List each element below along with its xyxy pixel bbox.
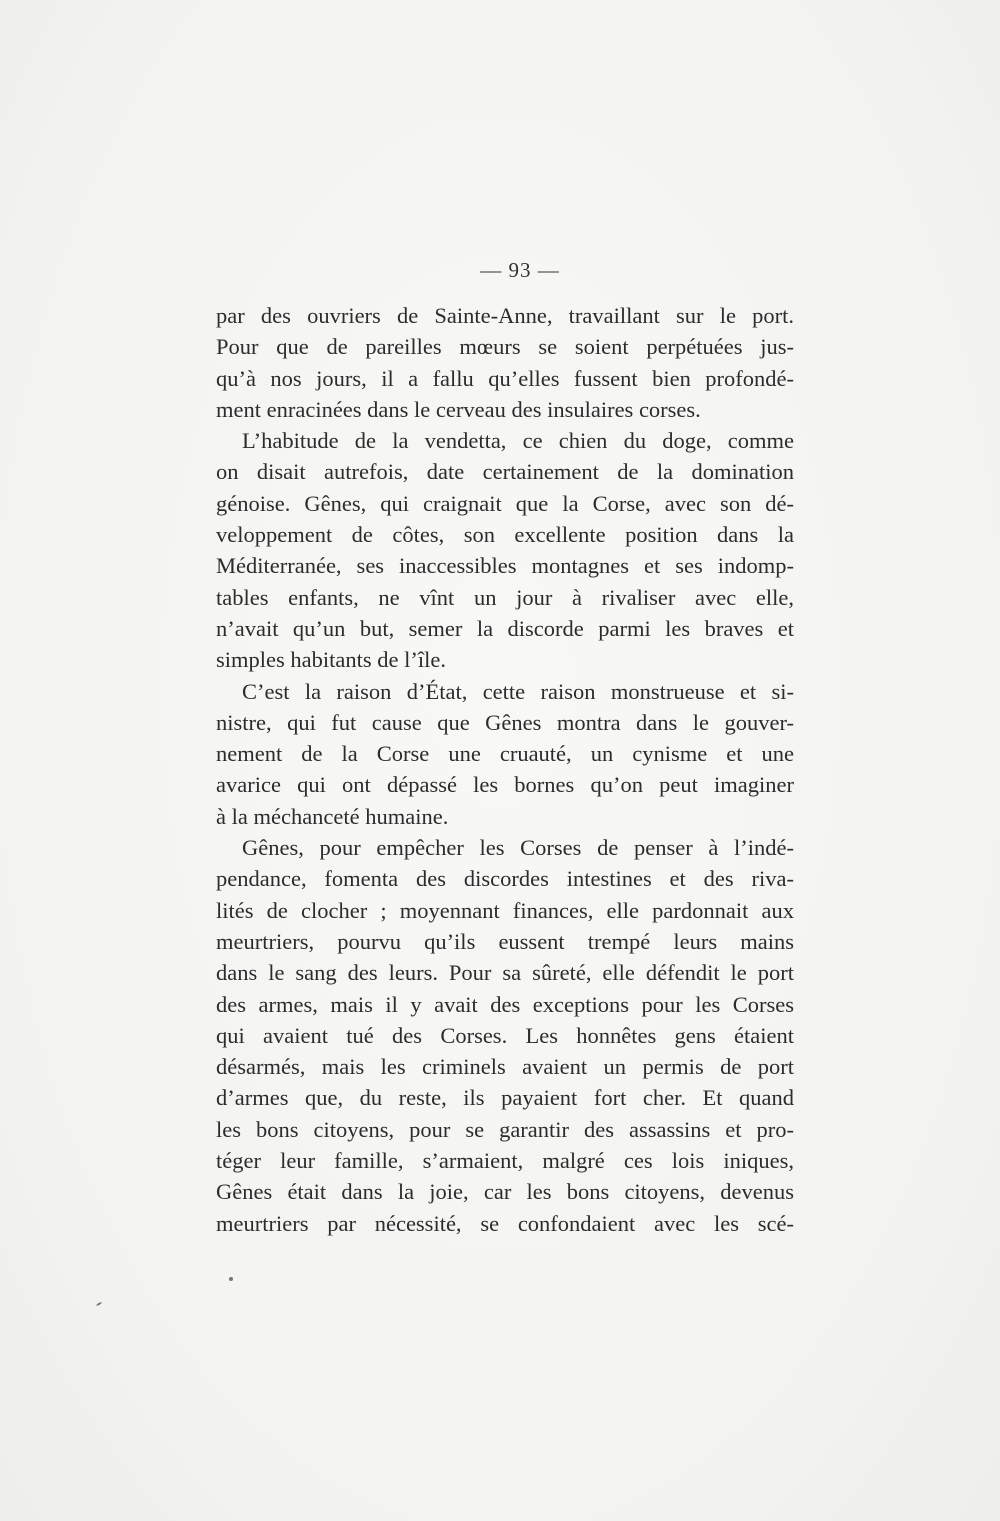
text-line: par des ouvriers de Sainte-Anne, travaillant sur le port. xyxy=(216,303,794,328)
text-line: à la méchanceté humaine. xyxy=(216,803,449,829)
text-line: nistre, qui fut cause que Gênes montra dans le gouver- xyxy=(216,709,794,735)
text-line: veloppement de côtes, son excellente position dans la xyxy=(216,522,794,548)
text-line: des armes, mais il y avait des exceptions pour les Corses xyxy=(216,991,794,1017)
text-line: meurtriers par nécessité, se confondaient avec les scé- xyxy=(216,1210,794,1236)
text-line: pendance, fomenta des discordes intestines et des riva- xyxy=(216,866,794,892)
text-line: lités de clocher ; moyennant finances, elle pardonnait aux xyxy=(216,897,794,923)
paragraph-first-line: Gênes, pour empêcher les Corses de penser à l’indé- xyxy=(242,835,794,861)
text-line: d’armes que, du reste, ils payaient fort cher. Et quand xyxy=(216,1085,794,1111)
text-line: les bons citoyens, pour se garantir des assassins et pro- xyxy=(216,1116,794,1142)
page-number: — 93 — xyxy=(480,258,560,282)
text-line: Méditerranée, ses inaccessibles montagnes et ses indomp- xyxy=(216,553,794,579)
body-text xyxy=(216,300,794,1239)
text-line: génoise. Gênes, qui craignait que la Corse, avec son dé- xyxy=(216,490,794,516)
paper-speck xyxy=(229,1277,233,1281)
text-line: on disait autrefois, date certainement de la domination xyxy=(216,459,794,485)
text-line: meurtriers, pourvu qu’ils eussent trempé leurs mains xyxy=(216,928,794,954)
paper-speck xyxy=(96,1302,102,1307)
text-line: ment enracinées dans le cerveau des insulaires corses. xyxy=(216,396,701,422)
text-line: tables enfants, ne vînt un jour à rivaliser avec elle, xyxy=(216,584,794,610)
text-line: simples habitants de l’île. xyxy=(216,647,446,673)
text-line: Gênes était dans la joie, car les bons citoyens, devenus xyxy=(216,1179,794,1205)
text-line: avarice qui ont dépassé les bornes qu’on peut imaginer xyxy=(216,772,794,798)
text-line: Pour que de pareilles mœurs se soient perpétuées jus- xyxy=(216,334,794,360)
text-line: qui avaient tué des Corses. Les honnêtes gens étaient xyxy=(216,1022,794,1048)
text-line: nement de la Corse une cruauté, un cynisme et une xyxy=(216,741,794,767)
paragraph-first-line: L’habitude de la vendetta, ce chien du doge, comme xyxy=(242,428,794,454)
text-line: n’avait qu’un but, semer la discorde parmi les braves et xyxy=(216,615,794,641)
text-line: qu’à nos jours, il a fallu qu’elles fussent bien profondé- xyxy=(216,365,794,391)
text-line: désarmés, mais les criminels avaient un permis de port xyxy=(216,1054,794,1080)
text-line: téger leur famille, s’armaient, malgré ces lois iniques, xyxy=(216,1148,794,1174)
paragraph-first-line: C’est la raison d’État, cette raison monstrueuse et si- xyxy=(242,678,794,704)
text-line: dans le sang des leurs. Pour sa sûreté, elle défendit le port xyxy=(216,960,794,986)
